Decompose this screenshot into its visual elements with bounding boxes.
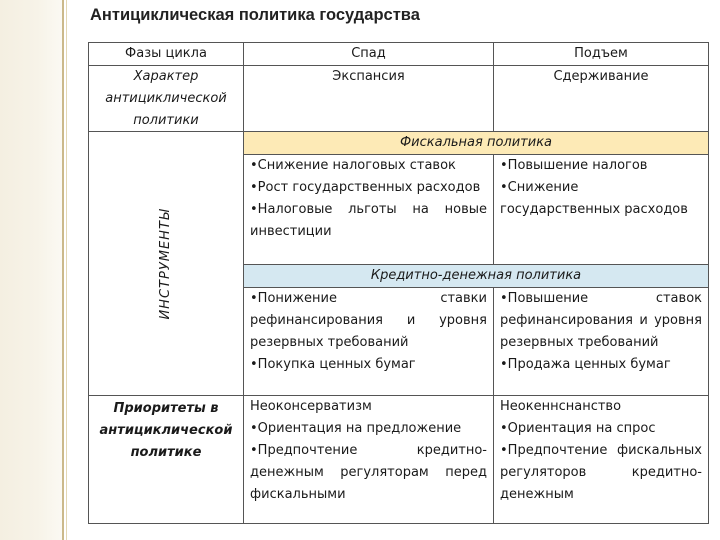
page-title: Антициклическая политика государства (90, 6, 420, 24)
fiscal-recession-list (250, 155, 487, 242)
list-item: •Рост государственных расходов (250, 180, 481, 196)
character-boom: Сдерживание (494, 66, 709, 132)
credit-recession-cell (244, 288, 494, 396)
credit-boom-cell (494, 288, 709, 396)
header-phase: Фазы цикла (89, 43, 244, 66)
instruments-cell (89, 132, 244, 396)
list-item: •Снижение государственных расходов (500, 180, 688, 217)
character-recession: Экспансия (244, 66, 494, 132)
list-item: •Предпочтение фискальных регуляторов кредитно-денежным (500, 442, 702, 502)
fiscal-boom-cell (494, 155, 709, 265)
list-item: •Продажа ценных бумаг (500, 356, 671, 372)
credit-policy-band: Кредитно-денежная политика (244, 265, 709, 288)
credit-boom-list (500, 288, 702, 375)
priorities-boom-cell (494, 396, 709, 524)
policy-table (88, 42, 709, 524)
priorities-boom-heading: Неокеннснанство (500, 399, 622, 415)
list-item: •Снижение налоговых ставок (250, 158, 456, 174)
list-item: •Предпочтение кредитно-денежным регуляторам перед фискальными (250, 442, 487, 502)
character-row (89, 66, 709, 132)
fiscal-boom-list (500, 155, 702, 220)
sidebar-divider-line (62, 0, 64, 540)
fiscal-recession-cell (244, 155, 494, 265)
sidebar-divider-line-thin (66, 0, 67, 540)
credit-recession-list (250, 288, 487, 375)
priorities-row (89, 396, 709, 524)
list-item: •Налоговые льготы на новые инвестиции (250, 201, 487, 239)
priorities-recession-heading: Неоконсерватизм (250, 399, 372, 415)
fiscal-policy-band: Фискальная политика (244, 132, 709, 155)
list-item: •Ориентация на спрос (500, 421, 656, 437)
fiscal-band-row (89, 132, 709, 155)
list-item: •Понижение ставки рефинансирования и уровня резервных требований (250, 291, 487, 350)
list-item: •Повышение ставок рефинансирования и уровня резервных требований (500, 291, 702, 350)
slide-sidebar-decoration (0, 0, 62, 540)
instruments-label: ИНСТРУМЕНТЫ (158, 208, 174, 320)
header-recession: Спад (244, 43, 494, 66)
list-item: •Повышение налогов (500, 158, 648, 174)
header-row (89, 43, 709, 66)
list-item: •Ориентация на предложение (250, 421, 462, 437)
list-item: •Покупка ценных бумаг (250, 356, 416, 372)
header-boom: Подъем (494, 43, 709, 66)
priorities-label: Приоритеты в антициклической политике (89, 396, 244, 524)
priorities-boom-list (500, 418, 702, 505)
character-label: Характер антициклической политики (89, 66, 244, 132)
priorities-recession-list (250, 418, 487, 505)
instruments-label-wrap (89, 132, 243, 395)
priorities-recession-cell (244, 396, 494, 524)
